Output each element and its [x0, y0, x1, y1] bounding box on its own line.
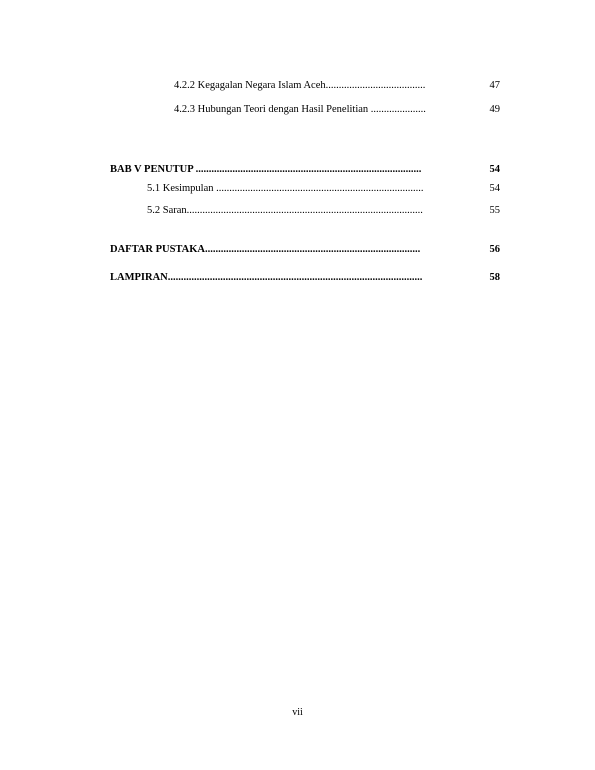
toc-entry-page: 56 — [489, 244, 500, 255]
toc-entry-bab-v — [110, 162, 500, 178]
toc-entry-text: BAB V PENUTUP ...................................................................................... — [110, 164, 422, 175]
toc-entry-page: 58 — [489, 272, 500, 283]
toc-entry-text: 5.1 Kesimpulan ............................................................................... — [147, 183, 424, 194]
toc-entry-lampiran — [110, 270, 500, 286]
toc-entry-page: 54 — [489, 164, 500, 175]
toc-entry-daftar-pustaka — [110, 242, 500, 258]
toc-entry-page: 49 — [489, 104, 500, 115]
toc-entry-page: 55 — [489, 205, 500, 216]
toc-entry-4-2-2 — [174, 78, 500, 94]
toc-entry-5-1 — [147, 181, 500, 197]
toc-entry-text: DAFTAR PUSTAKA.................................................................................. — [110, 244, 421, 255]
toc-entry-text: 4.2.2 Kegagalan Negara Islam Aceh...................................... — [174, 80, 426, 91]
page-number: vii — [292, 707, 303, 718]
toc-entry-text: 5.2 Saran.......................................................................................... — [147, 205, 423, 216]
toc-entry-5-2 — [147, 203, 500, 219]
toc-entry-4-2-3 — [174, 102, 500, 118]
toc-entry-text: 4.2.3 Hubungan Teori dengan Hasil Penelitian ..................... — [174, 104, 426, 115]
toc-entry-page: 54 — [489, 183, 500, 194]
toc-entry-text: LAMPIRAN................................................................................................. — [110, 272, 423, 283]
toc-entry-page: 47 — [489, 80, 500, 91]
